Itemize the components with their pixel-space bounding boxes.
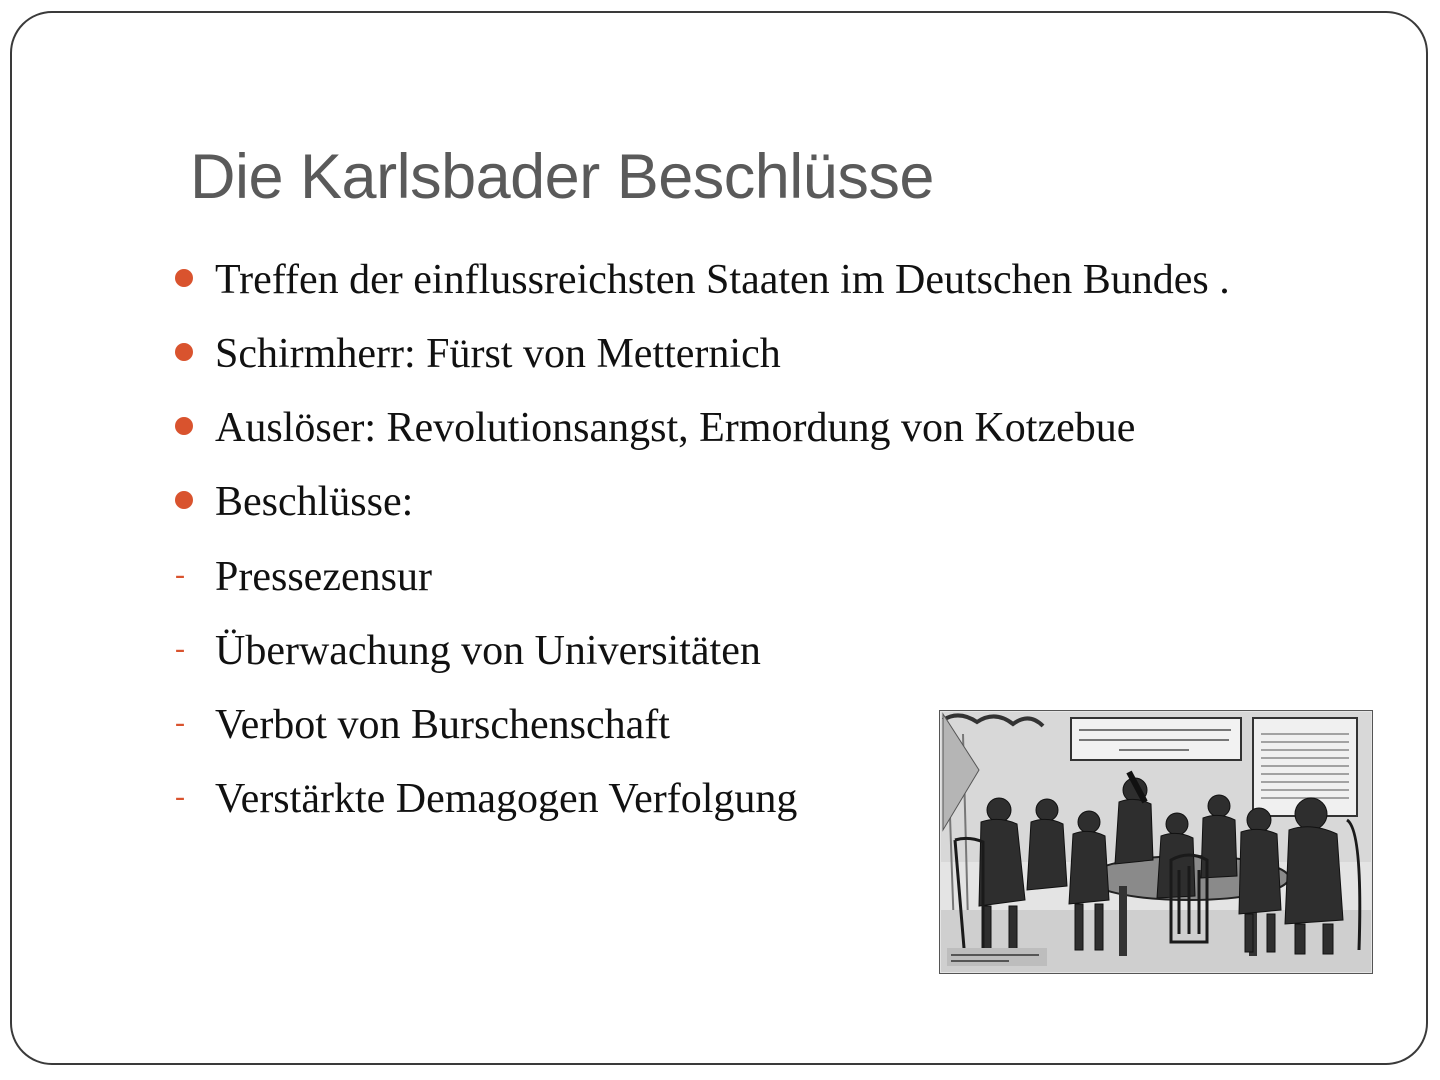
- bullet-item: [12, 324, 1312, 384]
- dash-icon: -: [175, 706, 185, 739]
- bullet-item: [12, 250, 1312, 310]
- caricature-image: [939, 710, 1373, 974]
- dash-icon: -: [175, 558, 185, 591]
- bullet-dot-icon: [175, 417, 193, 435]
- dash-icon: -: [175, 632, 185, 665]
- bullet-text: Treffen der einflussreichsten Staaten im Deutschen Bundes .: [215, 257, 1230, 303]
- bullet-text: Pressezensur: [215, 554, 432, 600]
- bullet-text: Verstärkte Demagogen Verfolgung: [215, 776, 798, 822]
- bullet-dot-icon: [175, 343, 193, 361]
- sub-bullet-item: [12, 621, 1312, 681]
- bullet-dot-icon: [175, 491, 193, 509]
- bullet-text: Schirmherr: Fürst von Metternich: [215, 331, 781, 377]
- slide-title: Die Karlsbader Beschlüsse: [190, 142, 934, 212]
- bullet-text: Überwachung von Universitäten: [215, 628, 761, 674]
- sub-bullet-item: [12, 547, 1312, 607]
- bullet-text: Auslöser: Revolutionsangst, Ermordung von Kotzebue: [215, 405, 1136, 451]
- bullet-dot-icon: [175, 269, 193, 287]
- bullet-item: [12, 398, 1312, 458]
- bullet-item: [12, 472, 1312, 532]
- bullet-text: Beschlüsse:: [215, 479, 414, 525]
- dash-icon: -: [175, 780, 185, 813]
- bullet-text: Verbot von Burschenschaft: [215, 702, 670, 748]
